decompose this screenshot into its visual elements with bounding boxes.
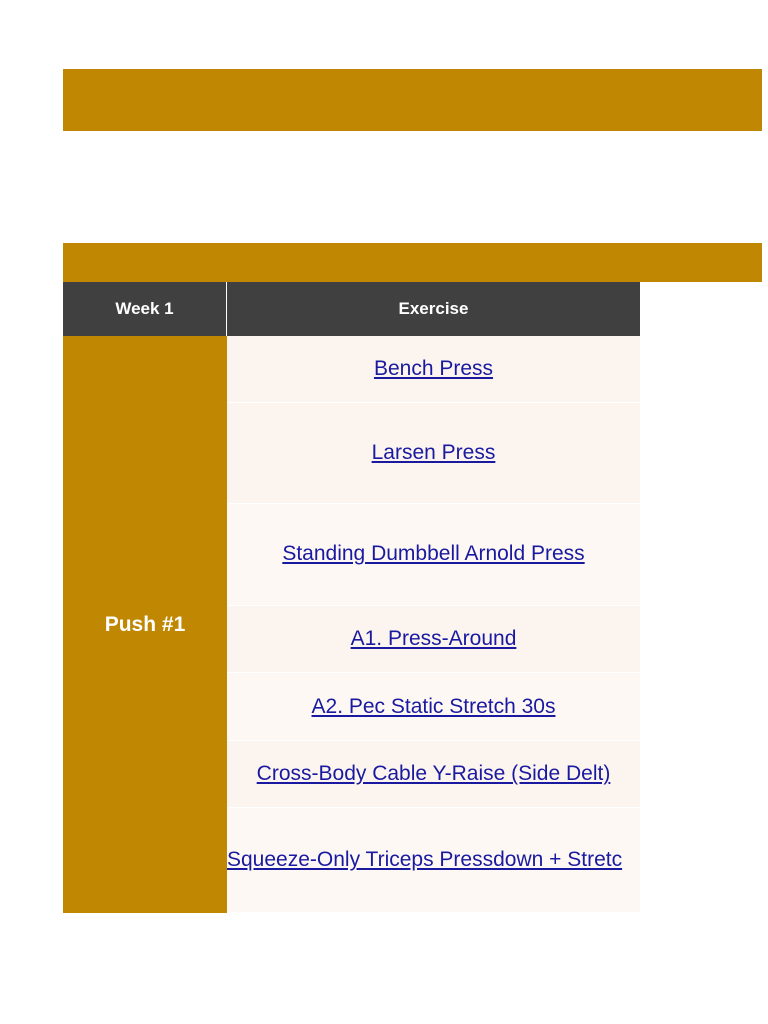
exercise-link-pec-stretch[interactable]: A2. Pec Static Stretch 30s xyxy=(311,694,556,718)
table-row xyxy=(227,808,640,913)
exercise-link-bench-press[interactable]: Bench Press xyxy=(373,357,494,381)
exercise-header: Exercise xyxy=(398,299,469,318)
section-band xyxy=(63,243,762,282)
table-row xyxy=(227,336,640,403)
exercise-link-y-raise[interactable]: Cross-Body Cable Y-Raise (Side Delt) xyxy=(256,762,611,786)
exercise-link-press-around[interactable]: A1. Press-Around xyxy=(350,626,517,650)
exercise-link-triceps-pressdown[interactable]: Squeeze-Only Triceps Pressdown + Stretc xyxy=(227,848,623,872)
table-body xyxy=(63,336,640,913)
table-header-row xyxy=(63,282,640,336)
exercise-column xyxy=(227,336,640,913)
exercise-link-arnold-press[interactable]: Standing Dumbbell Arnold Press xyxy=(282,542,585,566)
week-header: Week 1 xyxy=(63,282,227,336)
day-label: Push #1 xyxy=(63,336,227,913)
program-table xyxy=(63,282,640,913)
table-row xyxy=(227,606,640,673)
table-row xyxy=(227,403,640,504)
exercise-link-larsen-press[interactable]: Larsen Press xyxy=(371,441,496,465)
table-row xyxy=(227,504,640,606)
table-row xyxy=(227,673,640,741)
title-band xyxy=(63,69,762,131)
table-row xyxy=(227,741,640,808)
